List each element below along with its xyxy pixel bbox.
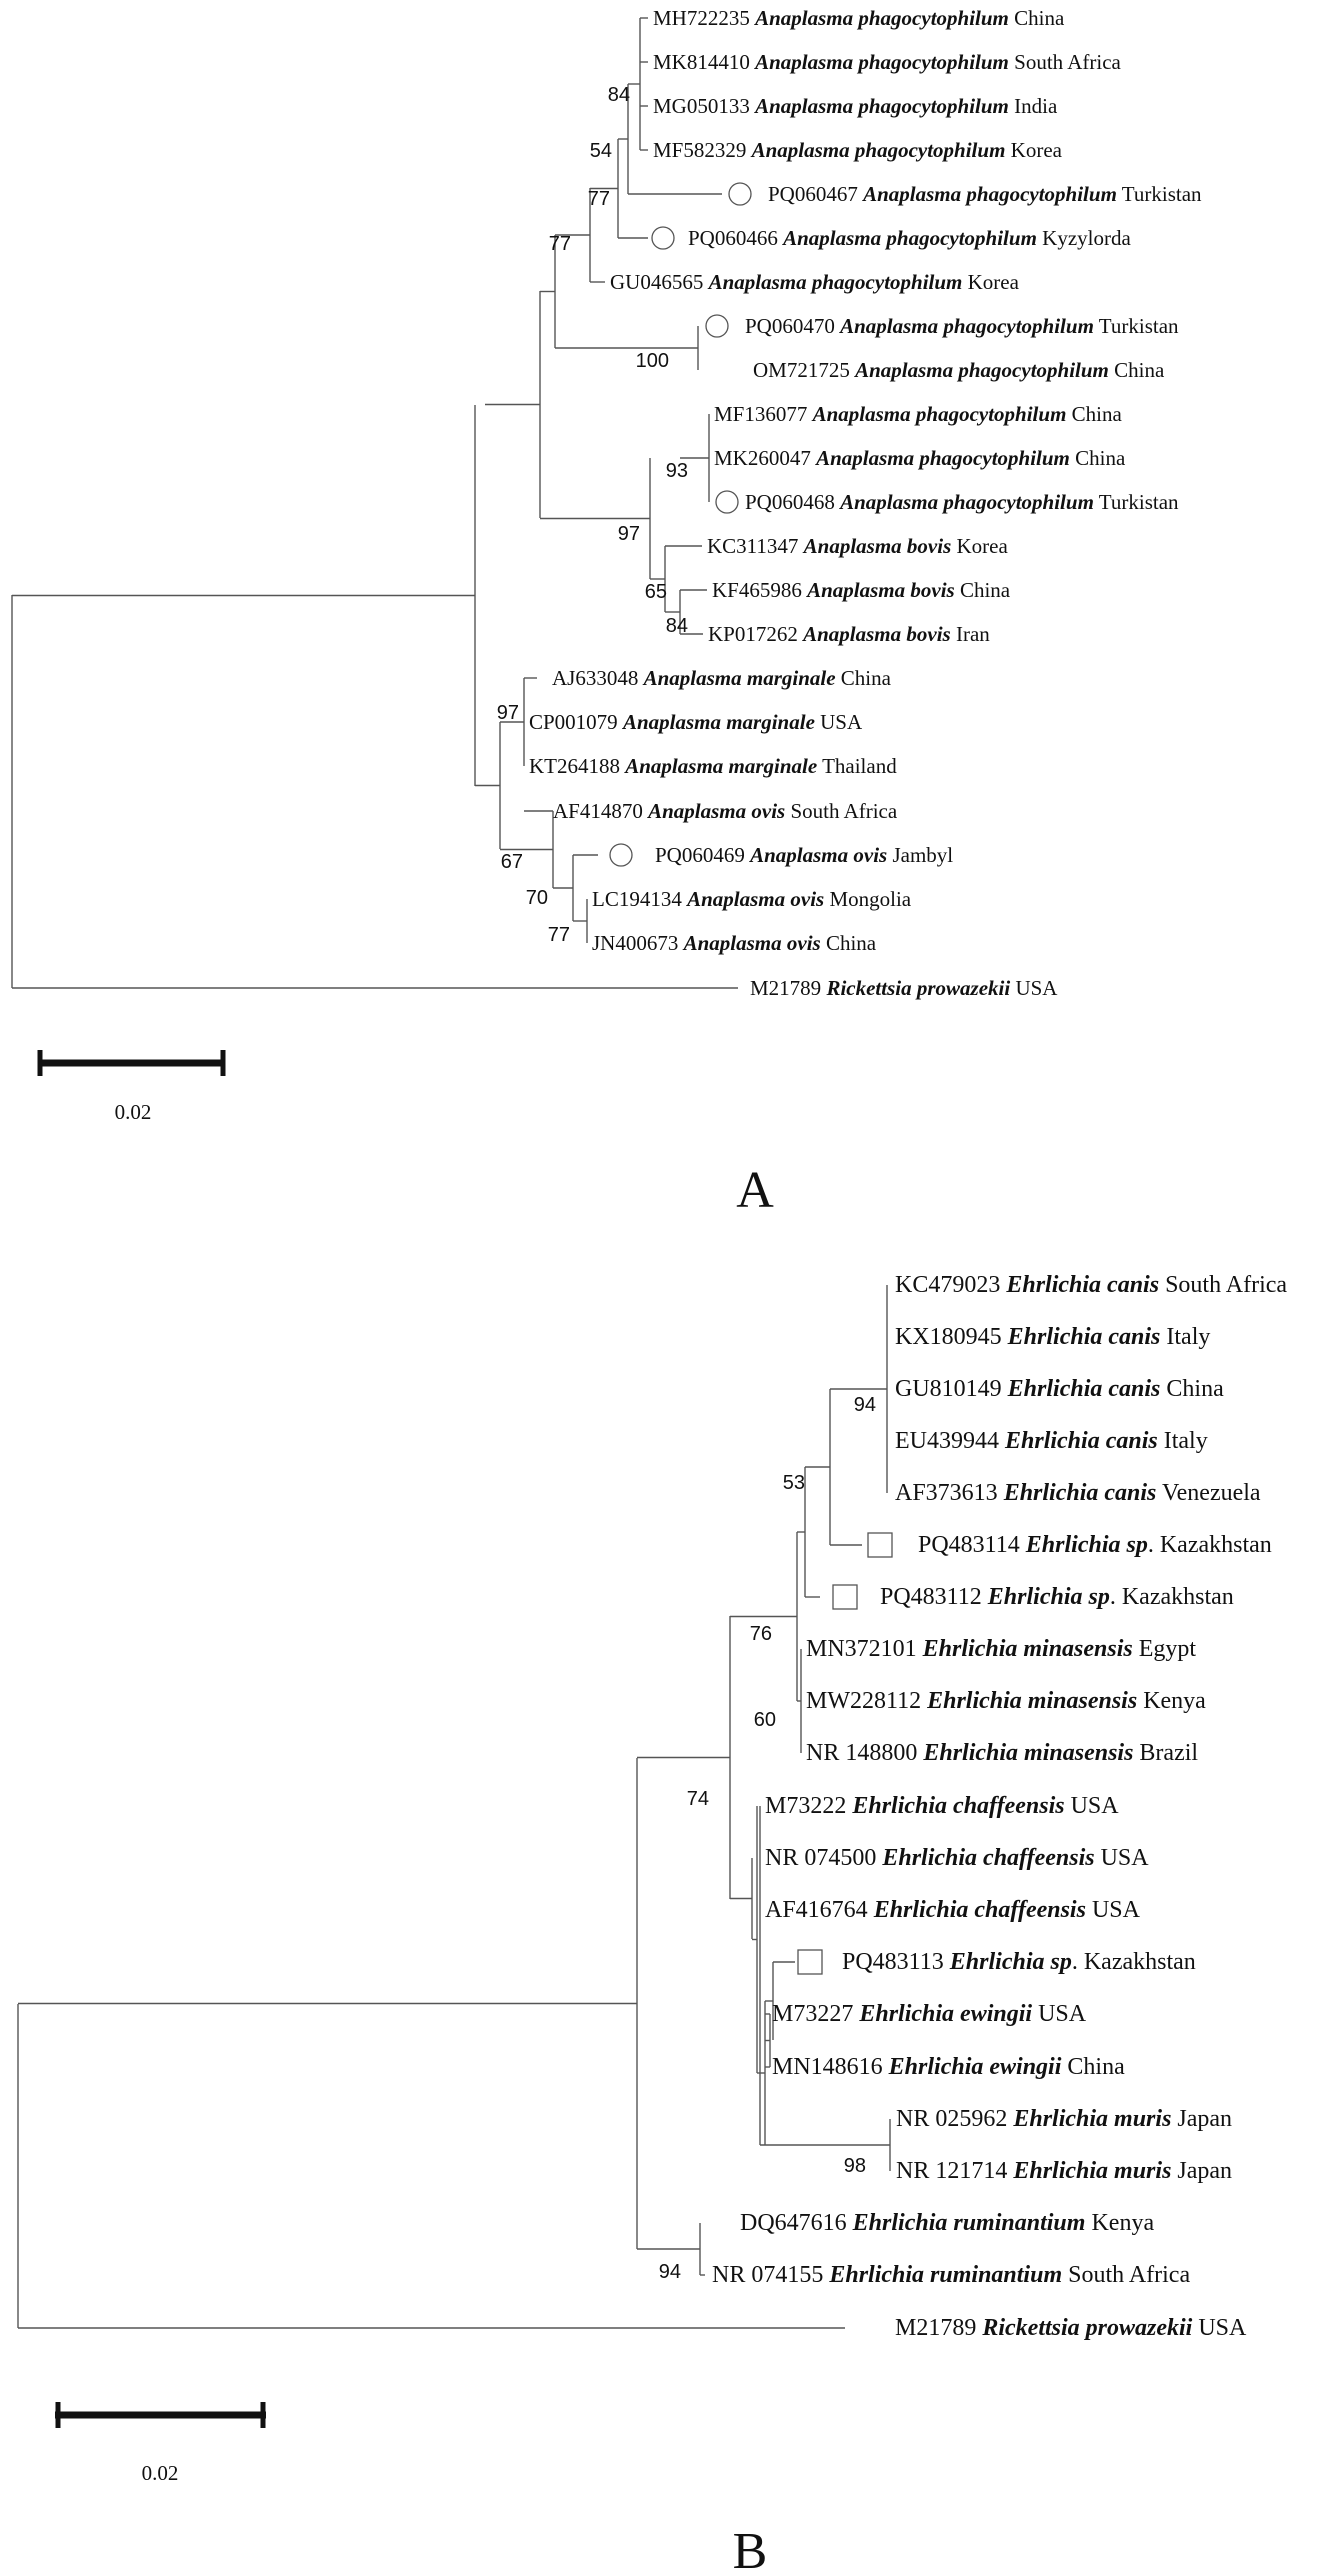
species-name: Anaplasma phagocytophilum <box>840 314 1094 338</box>
sample-square-icon <box>868 1533 892 1557</box>
bootstrap-value: 84 <box>665 615 688 637</box>
location: China <box>820 931 877 955</box>
species-name: Rickettsia prowazekii <box>982 2315 1193 2341</box>
bootstrap-value: 97 <box>617 523 640 545</box>
taxon-label <box>653 138 1063 162</box>
species-name: Ehrlichia canis <box>1006 1272 1160 1298</box>
taxon-label <box>895 1480 1261 1506</box>
sample-circle-icon <box>610 844 632 866</box>
taxon-label <box>768 182 1202 206</box>
species-name: Ehrlichia ewingii <box>859 2001 1033 2027</box>
species-name: Ehrlichia chaffeensis <box>873 1897 1086 1923</box>
location: Korea <box>962 270 1019 294</box>
location: Japan <box>1171 2158 1233 2184</box>
scale-bar-b <box>55 2402 266 2428</box>
species-name: Anaplasma phagocytophilum <box>708 270 963 294</box>
location: USA <box>1192 2315 1247 2341</box>
species-name: Anaplasma ovis <box>648 799 786 823</box>
bootstrap-value: 54 <box>589 140 612 162</box>
location: Korea <box>1005 138 1062 162</box>
species-name: Ehrlichia canis <box>1007 1376 1161 1402</box>
species-name: Ehrlichia canis <box>1007 1324 1161 1350</box>
species-name: Ehrlichia sp <box>987 1584 1110 1610</box>
taxon-label <box>740 2210 1154 2236</box>
bootstrap-value: 70 <box>525 887 548 909</box>
accession-number: AJ633048 <box>552 666 644 690</box>
species-name: Ehrlichia ruminantium <box>829 2262 1063 2288</box>
location: Japan <box>1171 2106 1233 2132</box>
accession-number: GU810149 <box>895 1376 1008 1402</box>
taxon-label <box>529 754 897 778</box>
species-name: Ehrlichia sp <box>1025 1532 1148 1558</box>
accession-number: LC194134 <box>592 887 688 911</box>
species-name: Anaplasma phagocytophilum <box>755 94 1009 118</box>
species-name: Anaplasma phagocytophilum <box>783 226 1037 250</box>
taxon-label <box>712 578 1011 602</box>
location: China <box>1108 358 1165 382</box>
taxon-label <box>806 1688 1206 1714</box>
accession-number: M21789 <box>895 2315 983 2341</box>
accession-number: AF373613 <box>895 1480 1004 1506</box>
taxon-label <box>610 270 1020 294</box>
species-name: Anaplasma phagocytophilum <box>816 446 1070 470</box>
species-name: Anaplasma phagocytophilum <box>863 182 1117 206</box>
accession-number: M21789 <box>750 976 827 1000</box>
location: Kenya <box>1137 1688 1206 1714</box>
taxon-label <box>895 1376 1224 1402</box>
location: Thailand <box>817 754 897 778</box>
species-name: Ehrlichia minasensis <box>927 1688 1138 1714</box>
accession-number: PQ060470 <box>745 314 841 338</box>
accession-number: KC311347 <box>707 534 804 558</box>
species-name: Anaplasma phagocytophilum <box>755 6 1009 30</box>
sample-circle-icon <box>652 227 674 249</box>
location: Italy <box>1160 1324 1211 1350</box>
location: China <box>1066 402 1122 426</box>
location: USA <box>1064 1793 1119 1819</box>
taxon-label <box>529 710 863 734</box>
accession-number: M73222 <box>765 1793 853 1819</box>
accession-number: M73227 <box>772 2001 860 2027</box>
location: Egypt <box>1132 1636 1197 1662</box>
taxon-label <box>880 1584 1234 1610</box>
location: Kyzylorda <box>1036 226 1131 250</box>
accession-number: MW228112 <box>806 1688 928 1714</box>
taxon-label <box>765 1845 1149 1871</box>
accession-number: NR 074500 <box>765 1845 883 1871</box>
location: Jambyl <box>887 843 954 867</box>
location: Kenya <box>1085 2210 1155 2236</box>
species-name: Anaplasma ovis <box>683 931 821 955</box>
taxon-label <box>592 887 912 911</box>
taxon-label <box>765 1793 1119 1819</box>
location: USA <box>1094 1845 1149 1871</box>
location: China <box>1008 6 1065 30</box>
bootstrap-value: 76 <box>749 1623 772 1645</box>
location: South Africa <box>1008 50 1121 74</box>
taxon-label <box>592 931 877 955</box>
accession-number: KT264188 <box>529 754 626 778</box>
location: USA <box>1085 1897 1140 1923</box>
accession-number: NR 074155 <box>712 2262 830 2288</box>
bootstrap-value: 94 <box>853 1394 876 1416</box>
bootstrap-value: 77 <box>587 188 610 210</box>
accession-number: DQ647616 <box>740 2210 853 2236</box>
taxon-label <box>895 1272 1287 1298</box>
location: . Kazakhstan <box>1109 1584 1234 1610</box>
accession-number: GU046565 <box>610 270 709 294</box>
species-name: Anaplasma bovis <box>803 534 952 558</box>
accession-number: PQ060467 <box>768 182 864 206</box>
accession-number: MN372101 <box>806 1636 923 1662</box>
location: USA <box>1032 2001 1087 2027</box>
location: South Africa <box>1159 1272 1288 1298</box>
accession-number: MN148616 <box>772 2054 889 2080</box>
taxon-label <box>688 226 1131 250</box>
accession-number: NR 148800 <box>806 1740 924 1766</box>
bootstrap-value: 97 <box>496 702 519 724</box>
accession-number: KX180945 <box>895 1324 1008 1350</box>
bootstrap-value: 53 <box>782 1472 805 1494</box>
location: India <box>1008 94 1058 118</box>
accession-number: MF582329 <box>653 138 752 162</box>
taxon-label <box>806 1740 1198 1766</box>
taxon-label <box>895 2315 1247 2341</box>
bootstrap-value: 84 <box>607 84 630 106</box>
species-name: Ehrlichia chaffeensis <box>852 1793 1065 1819</box>
accession-number: AF414870 <box>553 799 649 823</box>
species-name: Ehrlichia minasensis <box>923 1740 1134 1766</box>
accession-number: PQ483114 <box>918 1532 1026 1558</box>
taxon-label <box>552 666 892 690</box>
sample-square-icon <box>798 1950 822 1974</box>
accession-number: MF136077 <box>714 402 813 426</box>
taxon-label <box>707 534 1008 558</box>
species-name: Anaplasma marginale <box>625 754 818 778</box>
taxon-label <box>772 2054 1125 2080</box>
taxon-label <box>842 1949 1196 1975</box>
bootstrap-value: 65 <box>644 581 667 603</box>
species-name: Anaplasma ovis <box>750 843 888 867</box>
location: Venezuela <box>1156 1480 1261 1506</box>
accession-number: OM721725 <box>753 358 856 382</box>
location: Turkistan <box>1116 182 1202 206</box>
species-name: Ehrlichia muris <box>1013 2106 1172 2132</box>
accession-number: KF465986 <box>712 578 808 602</box>
species-name: Anaplasma phagocytophilum <box>855 358 1109 382</box>
bootstrap-value: 94 <box>658 2261 681 2283</box>
accession-number: PQ483113 <box>842 1949 950 1975</box>
species-name: Anaplasma marginale <box>643 666 836 690</box>
taxon-label <box>745 314 1179 338</box>
accession-number: PQ060468 <box>745 490 841 514</box>
accession-number: CP001079 <box>529 710 623 734</box>
species-name: Anaplasma phagocytophilum <box>812 402 1067 426</box>
taxon-label <box>895 1428 1208 1454</box>
accession-number: MH722235 <box>653 6 756 30</box>
taxon-label <box>712 2262 1190 2288</box>
location: South Africa <box>785 799 898 823</box>
species-name: Anaplasma phagocytophilum <box>840 490 1094 514</box>
location: Turkistan <box>1093 490 1179 514</box>
accession-number: NR 025962 <box>896 2106 1014 2132</box>
bootstrap-value: 67 <box>500 851 523 873</box>
accession-number: PQ060466 <box>688 226 784 250</box>
species-name: Ehrlichia muris <box>1013 2158 1172 2184</box>
bootstrap-value: 77 <box>548 233 571 255</box>
location: China <box>1069 446 1126 470</box>
accession-number: PQ060469 <box>655 843 751 867</box>
location: Korea <box>951 534 1008 558</box>
accession-number: NR 121714 <box>896 2158 1014 2184</box>
location: China <box>954 578 1011 602</box>
species-name: Ehrlichia canis <box>1003 1480 1157 1506</box>
taxon-label <box>765 1897 1141 1923</box>
bootstrap-value: 74 <box>686 1788 709 1810</box>
location: South Africa <box>1062 2262 1191 2288</box>
taxon-label <box>918 1532 1272 1558</box>
taxon-label <box>714 446 1126 470</box>
location: USA <box>1010 976 1058 1000</box>
taxon-label <box>708 622 990 646</box>
taxon-label <box>772 2001 1087 2027</box>
scale-bar-a-label: 0.02 <box>114 1100 152 1124</box>
taxon-label <box>714 402 1122 426</box>
species-name: Ehrlichia ewingii <box>888 2054 1062 2080</box>
taxon-label <box>806 1636 1196 1662</box>
taxon-label <box>653 50 1122 74</box>
location: . Kazakhstan <box>1071 1949 1196 1975</box>
location: Turkistan <box>1093 314 1179 338</box>
bootstrap-value: 100 <box>635 350 669 372</box>
taxon-label <box>653 6 1065 30</box>
species-name: Anaplasma phagocytophilum <box>755 50 1009 74</box>
location: Italy <box>1157 1428 1208 1454</box>
accession-number: MK260047 <box>714 446 817 470</box>
sample-square-icon <box>833 1585 857 1609</box>
location: China <box>835 666 891 690</box>
species-name: Anaplasma marginale <box>622 710 815 734</box>
taxon-label <box>655 843 953 867</box>
species-name: Ehrlichia canis <box>1005 1428 1158 1454</box>
location: USA <box>814 710 863 734</box>
taxon-label <box>750 976 1058 1000</box>
species-name: Ehrlichia minasensis <box>922 1636 1133 1662</box>
panel-letter-a: A <box>736 1162 774 1219</box>
location: . Kazakhstan <box>1147 1532 1272 1558</box>
location: China <box>1160 1376 1224 1402</box>
scale-bar-b-label: 0.02 <box>141 2461 179 2485</box>
accession-number: EU439944 <box>895 1428 1005 1454</box>
taxon-label <box>745 490 1179 514</box>
location: China <box>1061 2054 1125 2080</box>
scale-bar-a <box>38 1050 225 1076</box>
species-name: Ehrlichia sp <box>949 1949 1072 1975</box>
accession-number: KC479023 <box>895 1272 1007 1298</box>
bootstrap-value: 98 <box>843 2155 866 2177</box>
accession-number: KP017262 <box>708 622 804 646</box>
accession-number: JN400673 <box>592 931 684 955</box>
species-name: Anaplasma bovis <box>803 622 951 646</box>
taxon-label <box>653 94 1058 118</box>
sample-circle-icon <box>716 491 738 513</box>
taxon-label <box>895 1324 1210 1350</box>
accession-number: AF416764 <box>765 1897 874 1923</box>
location: Brazil <box>1133 1740 1199 1766</box>
bootstrap-value: 60 <box>753 1709 776 1731</box>
accession-number: MG050133 <box>653 94 756 118</box>
bootstrap-value: 77 <box>547 924 570 946</box>
sample-circle-icon <box>706 315 728 337</box>
species-name: Anaplasma phagocytophilum <box>751 138 1006 162</box>
species-name: Ehrlichia chaffeensis <box>882 1845 1095 1871</box>
panel-letter-b: B <box>732 2523 768 2575</box>
bootstrap-value: 93 <box>665 460 688 482</box>
species-name: Anaplasma bovis <box>807 578 955 602</box>
taxon-label <box>553 799 898 823</box>
location: Mongolia <box>824 887 912 911</box>
taxon-label <box>753 358 1165 382</box>
species-name: Anaplasma ovis <box>687 887 825 911</box>
accession-number: MK814410 <box>653 50 756 74</box>
species-name: Ehrlichia ruminantium <box>852 2210 1086 2236</box>
taxon-label <box>896 2106 1232 2132</box>
sample-circle-icon <box>729 183 751 205</box>
location: Iran <box>950 622 990 646</box>
species-name: Rickettsia prowazekii <box>826 976 1011 1000</box>
taxon-label <box>896 2158 1232 2184</box>
accession-number: PQ483112 <box>880 1584 988 1610</box>
